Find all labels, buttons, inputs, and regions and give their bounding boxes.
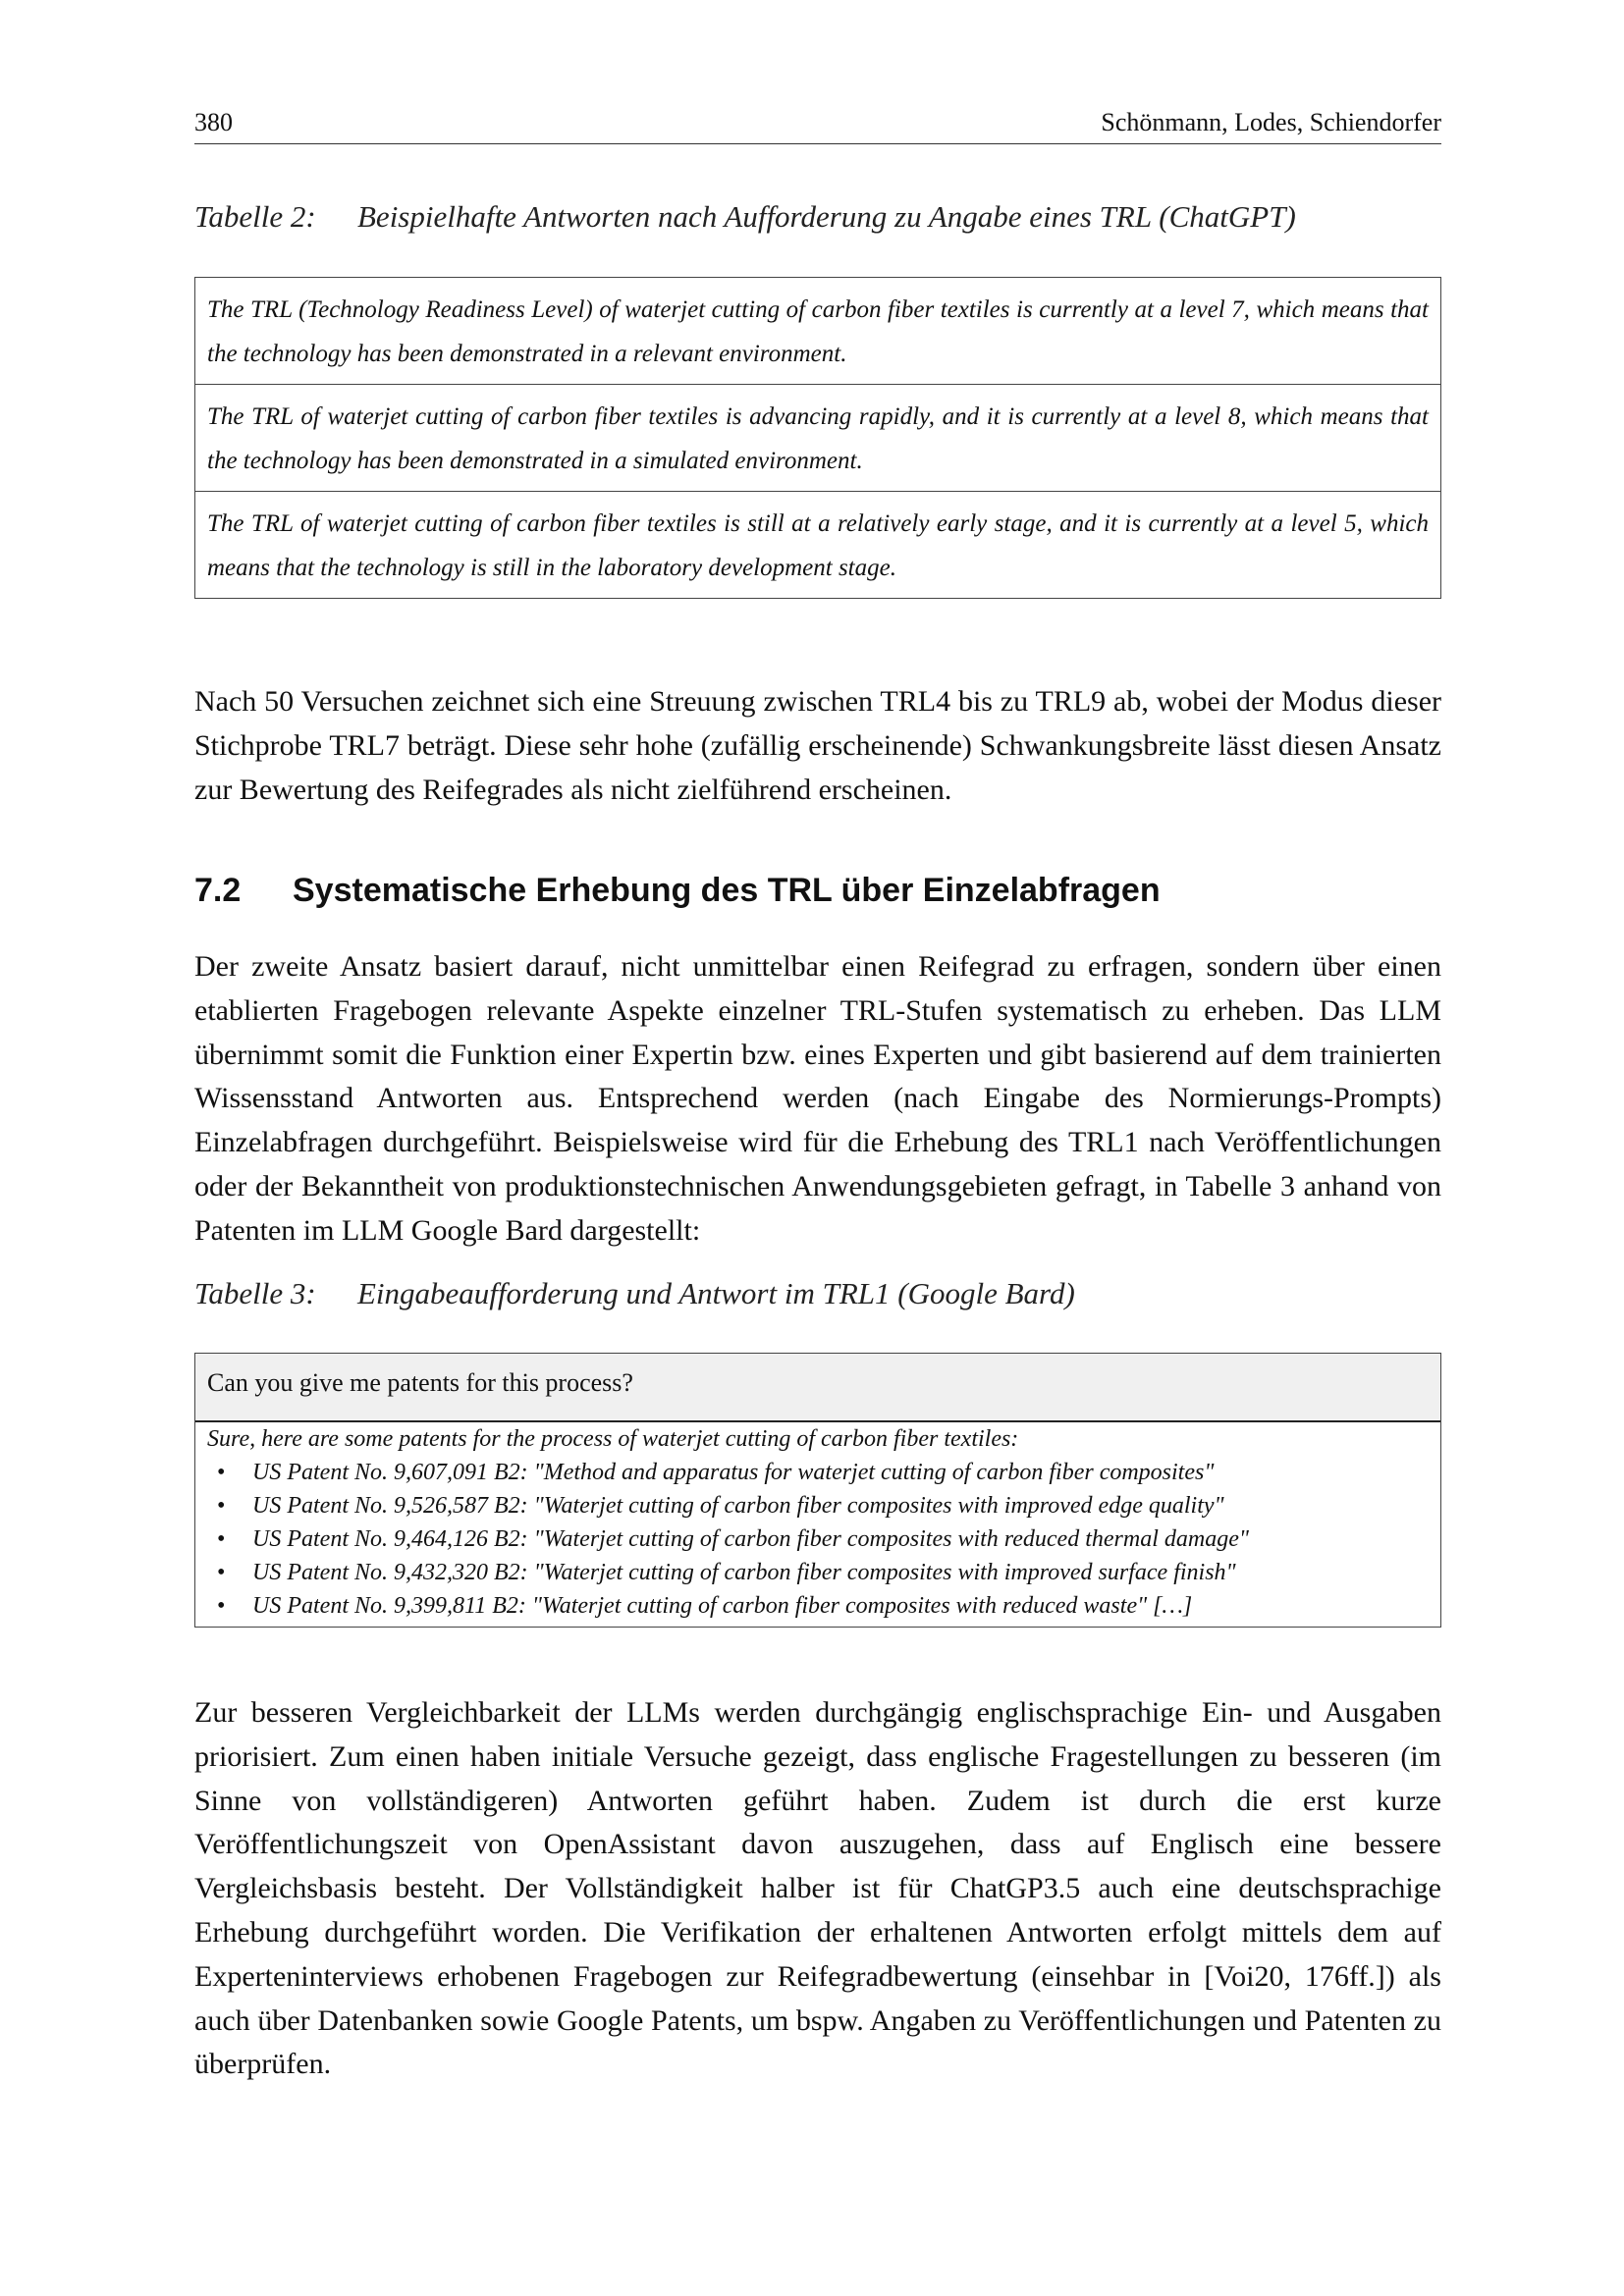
table2 bbox=[194, 277, 1441, 599]
table2-title: Beispielhafte Antworten nach Aufforderung zu Angabe eines TRL (ChatGPT) bbox=[357, 199, 1296, 234]
paragraph: Der zweite Ansatz basiert darauf, nicht unmittelbar einen Reifegrad zu erfragen, sondern über einen etablierten Fragebogen relevante Aspekte einzelner TRL-Stufen systematisch zu erheben. Das LLM übernimmt somit die Funktion einer Expertin bzw. eines Experten und gibt basierend auf dem trainierten Wissensstand Antworten aus. Entsprechend werden (nach Eingabe des Normierungs-Prompts) Einzelabfragen durchgeführt. Beispielsweise wird für die Erhebung des TRL1 nach Veröffentlichungen oder der Bekanntheit von produktionstechnischen Anwendungsgebieten gefragt, in Tabelle 3 anhand von Patenten im LLM Google Bard dargestellt: bbox=[194, 950, 1441, 1247]
list-item bbox=[207, 1489, 1429, 1522]
patent-text: US Patent No. 9,432,320 B2: "Waterjet cutting of carbon fiber composites with improved surface finish" bbox=[252, 1560, 1236, 1585]
patent-text: US Patent No. 9,464,126 B2: "Waterjet cutting of carbon fiber composites with reduced thermal damage" bbox=[252, 1526, 1249, 1552]
bullet-icon: • bbox=[217, 1593, 226, 1619]
table3-caption bbox=[194, 1276, 1075, 1311]
table2-caption bbox=[194, 199, 1296, 235]
table2-label: Tabelle 2: bbox=[194, 199, 316, 234]
table2-row: The TRL of waterjet cutting of carbon fiber textiles is still at a relatively early stage, and it is currently at a level 5, which means that the technology is still in the laboratory development stage. bbox=[195, 491, 1440, 598]
bullet-icon: • bbox=[217, 1560, 226, 1585]
table2-row: The TRL of waterjet cutting of carbon fiber textiles is advancing rapidly, and it is currently at a level 8, which means that the technology has been demonstrated in a simulated environment. bbox=[195, 384, 1440, 491]
prompt-cell: Can you give me patents for this process? bbox=[195, 1354, 1440, 1422]
table3 bbox=[194, 1353, 1441, 1628]
list-item bbox=[207, 1556, 1429, 1589]
section-title: Systematische Erhebung des TRL über Einzelabfragen bbox=[293, 872, 1161, 909]
patent-text: US Patent No. 9,526,587 B2: "Waterjet cutting of carbon fiber composites with improved edge quality" bbox=[252, 1493, 1224, 1519]
bullet-icon: • bbox=[217, 1493, 226, 1519]
table3-title: Eingabeaufforderung und Antwort im TRL1 (Google Bard) bbox=[357, 1276, 1075, 1310]
section-heading bbox=[194, 872, 1161, 910]
table2-row: The TRL (Technology Readiness Level) of waterjet cutting of carbon fiber textiles is currently at a level 7, which means that the technology has been demonstrated in a relevant environment. bbox=[207, 296, 1429, 367]
paragraph: Zur besseren Vergleichbarkeit der LLMs werden durchgängig englischsprachige Ein- und Ausgaben priorisiert. Zum einen haben initiale Versuche gezeigt, dass englische Fragestellungen zu besseren (im Sinne von vollständigeren) Antworten geführt haben. Zudem ist durch die erst kurze Veröffentlichungszeit von OpenAssistant davon auszugehen, dass auf Englisch eine bessere Vergleichsbasis besteht. Der Vollständigkeit halber ist für ChatGP3.5 auch eine deutschsprachige Erhebung durchgeführt worden. Die Verifikation der erhaltenen Antworten erfolgt mittels dem auf Experteninterviews erhobenen Fragebogen zur Reifegradbewertung (einsehbar in [Voi20, 176ff.]) als auch über Datenbanken sowie Google Patents, um bspw. Angaben zu Veröffentlichungen und Patenten zu überprüfen. bbox=[194, 1696, 1441, 2081]
bullet-icon: • bbox=[217, 1526, 226, 1552]
patent-text: US Patent No. 9,399,811 B2: "Waterjet cutting of carbon fiber composites with reduced waste" […] bbox=[252, 1593, 1193, 1619]
section-number: 7.2 bbox=[194, 872, 242, 909]
answer-cell bbox=[195, 1422, 1440, 1627]
answer-intro: Sure, here are some patents for the process of waterjet cutting of carbon fiber textiles: bbox=[207, 1426, 1019, 1452]
list-item bbox=[207, 1456, 1429, 1489]
list-item bbox=[207, 1589, 1429, 1623]
bullet-icon: • bbox=[217, 1460, 226, 1485]
running-authors: Schönmann, Lodes, Schiendorfer bbox=[1101, 108, 1441, 136]
list-item bbox=[207, 1522, 1429, 1556]
table3-label: Tabelle 3: bbox=[194, 1276, 316, 1310]
paragraph: Nach 50 Versuchen zeichnet sich eine Streuung zwischen TRL4 bis zu TRL9 ab, wobei der Modus dieser Stichprobe TRL7 beträgt. Diese sehr hohe (zufällig erscheinende) Schwankungsbreite lässt diesen Ansatz zur Bewertung des Reifegrades als nicht zielführend erscheinen. bbox=[194, 685, 1441, 806]
patent-text: US Patent No. 9,607,091 B2: "Method and apparatus for waterjet cutting of carbon fiber composites" bbox=[252, 1460, 1215, 1485]
page-header bbox=[194, 106, 1441, 144]
patent-list bbox=[207, 1456, 1429, 1623]
page-number: 380 bbox=[194, 108, 233, 136]
